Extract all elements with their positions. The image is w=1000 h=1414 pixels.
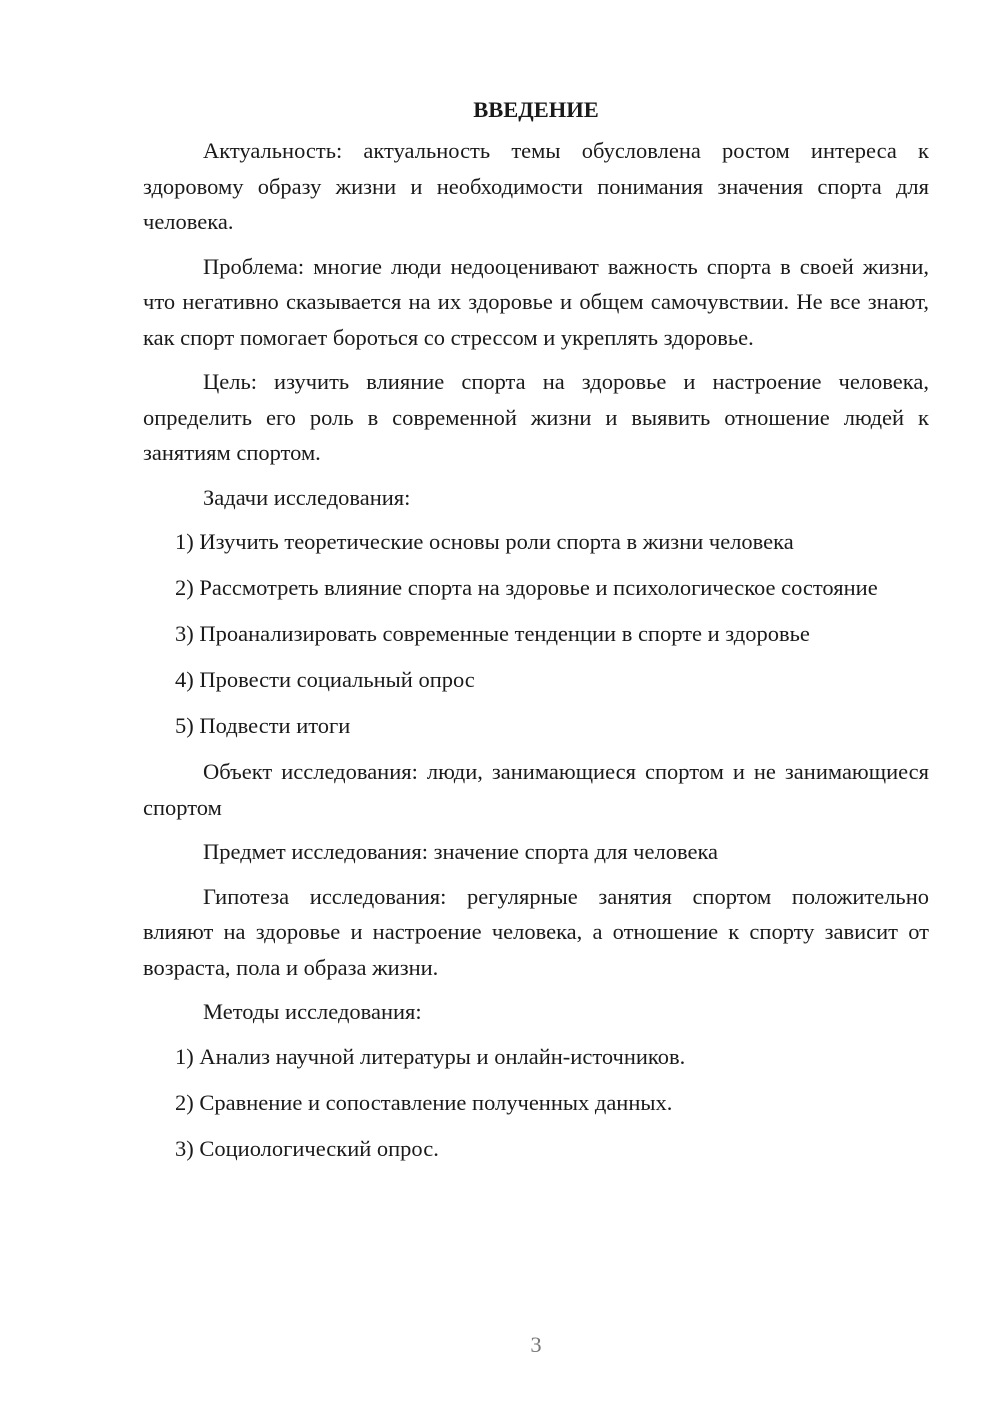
task-item-3: 3) Проанализировать современные тенденции в спорте и здоровье: [175, 621, 810, 646]
section-heading: ВВЕДЕНИЕ: [473, 97, 599, 122]
methods-heading: Методы исследования:: [203, 999, 422, 1024]
page-content: [143, 90, 929, 1177]
problem-paragraph: Проблема: многие люди недооценивают важность спорта в своей жизни, что негативно сказывается на их здоровье и общем самочувствии. Не все знают, как спорт помогает бороться со стрессом и укреплять здоровье.: [143, 253, 929, 350]
object-paragraph: Объект исследования: люди, занимающиеся спортом и не занимающиеся спортом: [143, 759, 929, 820]
method-item-1: 1) Анализ научной литературы и онлайн-источников.: [175, 1043, 686, 1069]
task-item-4: 4) Провести социальный опрос: [175, 667, 475, 692]
page-number: 3: [530, 1332, 542, 1357]
task-item-5: 5) Подвести итоги: [175, 713, 351, 738]
method-item-3: 3) Социологический опрос.: [175, 1135, 439, 1161]
task-item-2: 2) Рассмотреть влияние спорта на здоровье и психологическое состояние: [175, 575, 878, 600]
hypothesis-paragraph: Гипотеза исследования: регулярные занятия спортом положительно влияют на здоровье и настроение человека, а отношение к спорту зависит от возраста, пола и образа жизни.: [143, 883, 929, 980]
method-item-2: 2) Сравнение и сопоставление полученных данных.: [175, 1089, 673, 1115]
tasks-heading: Задачи исследования:: [203, 484, 411, 510]
subject-paragraph: Предмет исследования: значение спорта для человека: [203, 839, 719, 864]
goal-paragraph: Цель: изучить влияние спорта на здоровье и настроение человека, определить его роль в современной жизни и выявить отношение людей к занятиям спортом.: [143, 369, 929, 465]
task-item-1: 1) Изучить теоретические основы роли спорта в жизни человека: [175, 529, 794, 554]
relevance-paragraph: Актуальность: актуальность темы обусловлена ростом интереса к здоровому образу жизни и необходимости понимания значения спорта для человека.: [143, 138, 929, 234]
